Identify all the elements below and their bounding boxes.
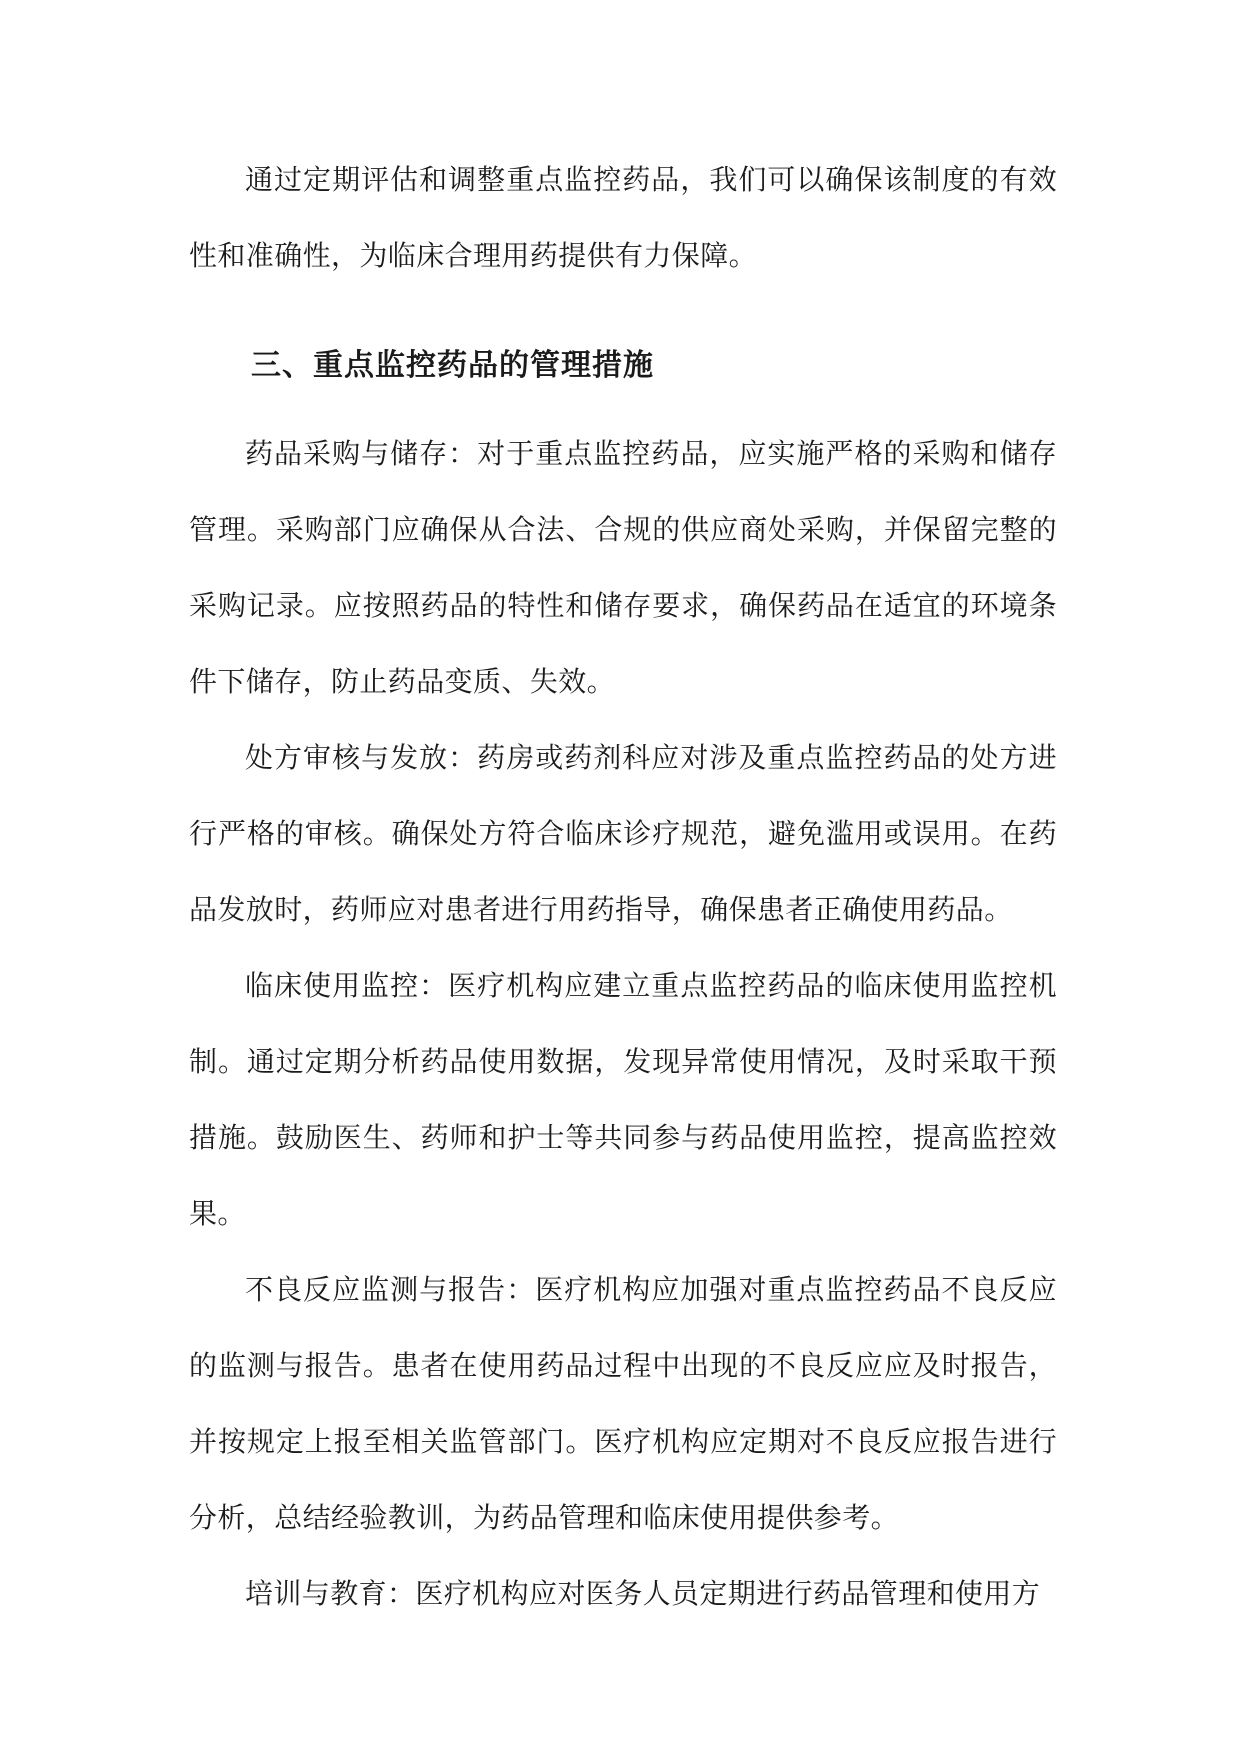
intro-paragraph: 通过定期评估和调整重点监控药品，我们可以确保该制度的有效性和准确性，为临床合理用药提供有力保障。 — [189, 163, 1057, 272]
paragraph-adverse-reaction: 不良反应监测与报告：医疗机构应加强对重点监控药品不良反应的监测与报告。患者在使用药品过程中出现的不良反应应及时报告，并按规定上报至相关监管部门。医疗机构应定期对不良反应报告进行分析，总结经验教训，为药品管理和临床使用提供参考。 — [189, 1273, 1057, 1534]
paragraph-procurement-storage: 药品采购与储存：对于重点监控药品，应实施严格的采购和储存管理。采购部门应确保从合法、合规的供应商处采购，并保留完整的采购记录。应按照药品的特性和储存要求，确保药品在适宜的环境条件下储存，防止药品变质、失效。 — [189, 437, 1057, 698]
section-heading: 三、重点监控药品的管理措施 — [251, 348, 654, 383]
document-body — [189, 142, 1057, 1632]
paragraph-clinical-monitoring: 临床使用监控：医疗机构应建立重点监控药品的临床使用监控机制。通过定期分析药品使用数据，发现异常使用情况，及时采取干预措施。鼓励医生、药师和护士等共同参与药品使用监控，提高监控效果。 — [189, 969, 1057, 1230]
paragraph-training-education: 培训与教育：医疗机构应对医务人员定期进行药品管理和使用方 — [245, 1577, 1041, 1610]
paragraph-prescription-review: 处方审核与发放：药房或药剂科应对涉及重点监控药品的处方进行严格的审核。确保处方符合临床诊疗规范，避免滥用或误用。在药品发放时，药师应对患者进行用药指导，确保患者正确使用药品。 — [189, 741, 1057, 926]
